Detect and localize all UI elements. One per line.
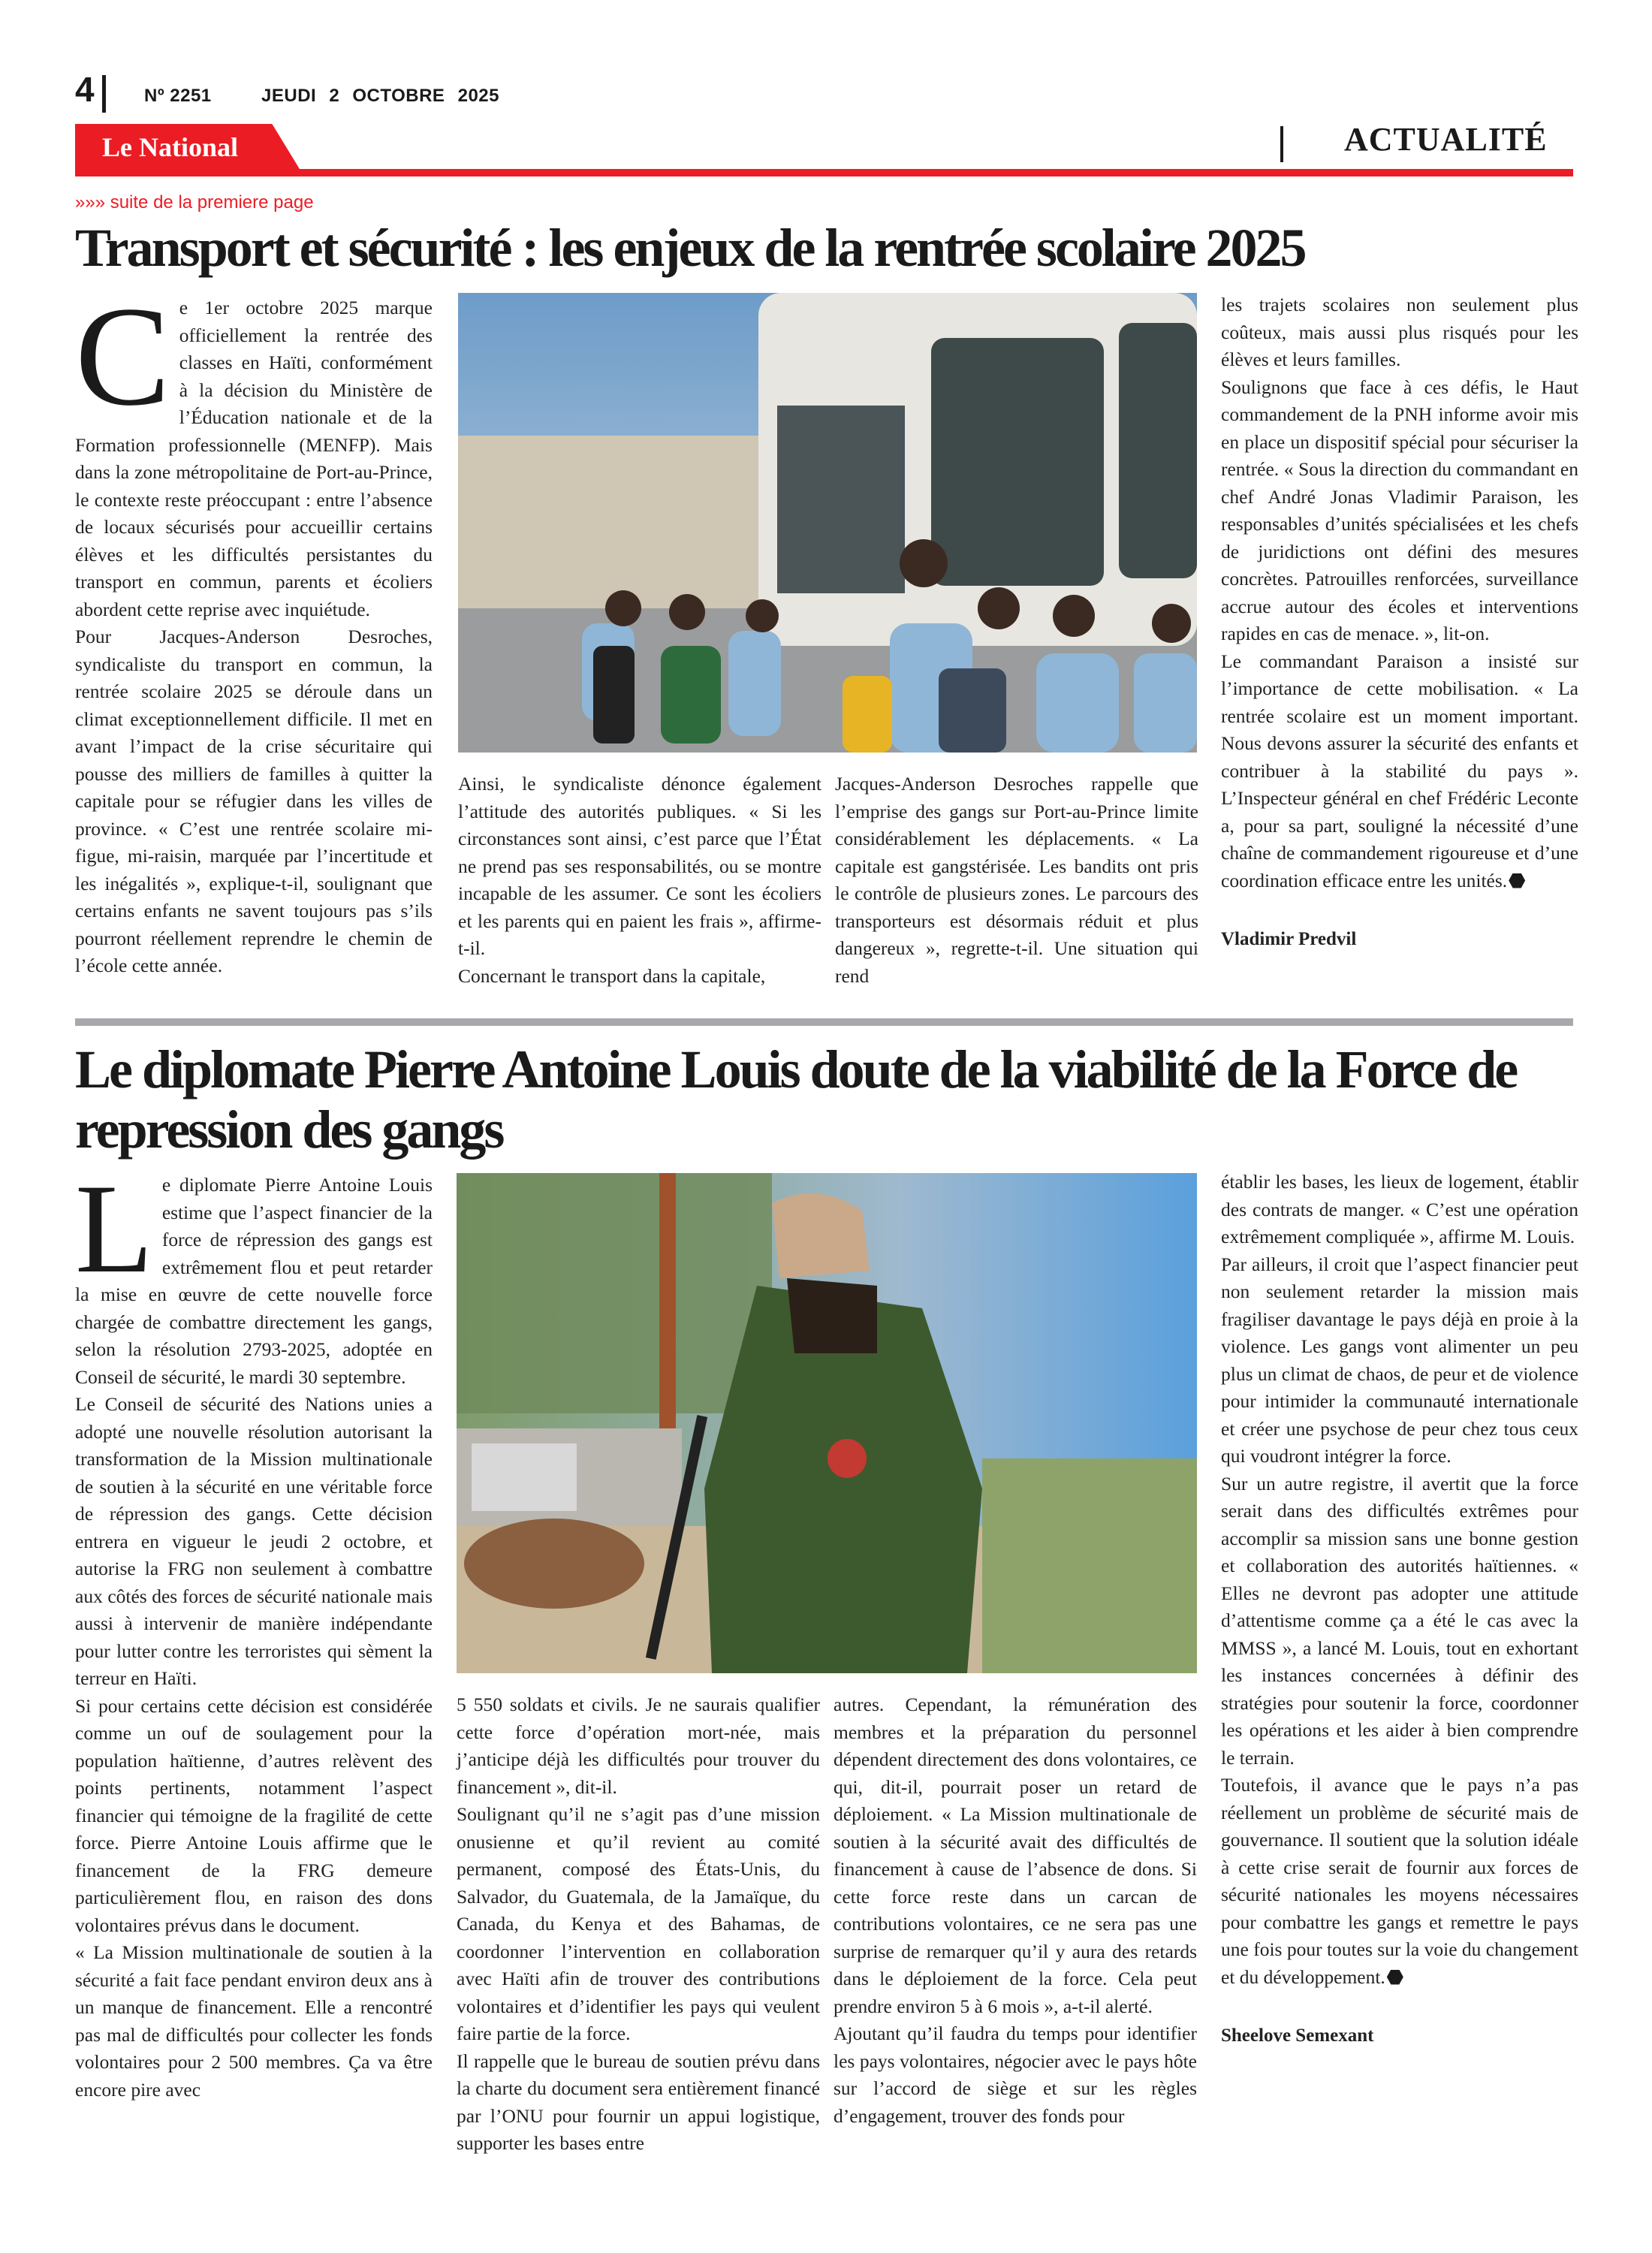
- armed-soldier-photo: [457, 1173, 1197, 1673]
- paragraph: e diplomate Pierre Antoine Louis estime que l’aspect financier de la force de répression des gangs est extrêmement flou et peut retarder la mise en œuvre de cette nouvelle force chargée de combattre directement les gangs, selon la résolution 2793-2025, adoptée en Conseil de sécurité, le mardi 30 septembre.: [75, 1174, 433, 1388]
- paragraph: autres. Cependant, la rémunération des membres et la préparation du personnel dépendent directement des dons volontaires, ce qui, dit-il, pourrait poser un retard de déploiement. « La Mission multinationale de soutien à la sécurité avait des difficultés de financement à cause de l’absence de dons. Si cette force reste dans un carcan de contributions volontaires, ce ne sera pas une surprise de remarquer qu’il y aura des retards dans le déploiement de la force. Cela peut prendre environ 5 à 6 mois », a-t-il alerté.: [834, 1694, 1197, 2017]
- article1-column-3: [835, 771, 1198, 990]
- end-mark-icon: [1387, 1970, 1403, 1985]
- article1-headline: Transport et sécurité : les enjeux de la rentrée scolaire 2025: [75, 218, 1305, 278]
- article1-photo: [458, 293, 1197, 753]
- paragraph: Soulignant qu’il ne s’agit pas d’une mission onusienne et qu’il revient au comité permanent, composé des États-Unis, du Salvador, du Guatemala, de la Jamaïque, du Canada, du Kenya et des Bahamas, de coordonner l’intervention en collaboration avec Haïti afin de trouver des contributions volontaires et d’identifier les pays qui veulent faire partie de la force.: [457, 1803, 820, 2044]
- students-boarding-bus-photo: [458, 293, 1197, 753]
- section-label: ACTUALITÉ: [1344, 121, 1548, 158]
- article1-column-4: [1221, 291, 1578, 954]
- paragraph: Ainsi, le syndicaliste dénonce également l’attitude des autorités publiques. « Si les circonstances sont ainsi, c’est parce que l’État ne prend pas ses responsabilités, ou se montre incapable de les assumer. Ce sont les écoliers et les parents qui en paient les frais », affirme-t-il.: [458, 773, 821, 959]
- article2-column-1: [75, 1158, 433, 2104]
- article2-headline: Le diplomate Pierre Antoine Louis doute de la viabilité de la Force de repression des gangs: [75, 1039, 1517, 1160]
- issue-number: Nº 2251: [144, 86, 212, 106]
- section-divider: [1280, 126, 1283, 162]
- paragraph: Pour Jacques-Anderson Desroches, syndicaliste du transport en commun, la rentrée scolaire 2025 se déroule dans un climat exceptionnellement difficile. Il met en avant l’impact de la crise sécuritaire qui pousse des milliers de familles à quitter la capitale pour se réfugier dans les villes de province. « C’est une rentrée scolaire mi-figue, mi-raisin, marquée par l’incertitude et les inégalités », explique-t-il, soulignant que certains enfants ne savent toujours pas s’ils pourront réellement reprendre le chemin de l’école cette année.: [75, 626, 433, 976]
- newspaper-brand: Le National: [102, 132, 239, 162]
- article1-byline: Vladimir Predvil: [1221, 929, 1357, 949]
- header-rule: [75, 169, 1573, 176]
- issue-date: JEUDI 2 OCTOBRE 2025: [261, 86, 499, 106]
- paragraph: e 1er octobre 2025 marque officiellement la rentrée des classes en Haïti, conformément à la décision du Ministère de l’Éducation nationale et de la Formation professionnelle (MENFP). Mais dans la zone métropolitaine de Port-au-Prince, le contexte reste préoccupant : entre l’absence de locaux sécurisés pour accueillir certains élèves et les difficultés persistantes du transport en commun, parents et écoliers abordent cette reprise avec inquiétude.: [75, 297, 433, 620]
- article2-photo: [457, 1173, 1197, 1673]
- paragraph: Concernant le transport dans la capitale,: [458, 964, 766, 987]
- article2-column-4: [1221, 1169, 1578, 2050]
- paragraph: Ajoutant qu’il faudra du temps pour identifier les pays volontaires, négocier avec le pays hôte sur l’accord de siège et sur les règles d’engagement, trouver des fonds pour: [834, 2022, 1197, 2127]
- article-separator: [75, 1018, 1573, 1026]
- paragraph: Il rappelle que le bureau de soutien prévu dans la charte du document sera entièrement financé par l’ONU pour fournir un appui logistique, supporter les bases entre: [457, 2049, 820, 2154]
- paragraph: Par ailleurs, il croit que l’aspect financier peut non seulement retarder la mission mais fragiliser davantage le pays déjà en proie à la violence. Les gangs vont alimenter un peu plus un climat de chaos, de peur et de violence pour intimider la communauté internationale et créer une psychose de peur chez tous ceux qui voudront intégrer la force.: [1221, 1253, 1578, 1467]
- article2-column-2: [457, 1691, 820, 2158]
- paragraph: Jacques-Anderson Desroches rappelle que l’emprise des gangs sur Port-au-Prince limite considérablement les déplacements. « La capitale est gangstérisée. Les bandits ont pris le contrôle de plusieurs zones. Le parcours des transporteurs est désormais réduit et plus dangereux », regrette-t-il. Une situation qui rend: [835, 773, 1198, 987]
- page-number: 4: [75, 70, 95, 109]
- paragraph: établir les bases, les lieux de logement, établir des contrats de manger. « C’est une opération extrêmement compliquée », affirme M. Louis.: [1221, 1171, 1578, 1247]
- paragraph: Soulignons que face à ces défis, le Haut commandement de la PNH informe avoir mis en place un dispositif spécial pour sécuriser la rentrée. « Sous la direction du commandant en chef André Jonas Vladimir Paraison, les responsables d’unités spécialisées et les chefs de juridictions ont défini des mesures concrètes. Patrouilles renforcées, surveillance accrue autour des écoles et interventions rapides en cas de menace. », lit-on.: [1221, 376, 1578, 644]
- article2-byline: Sheelove Semexant: [1221, 2025, 1374, 2046]
- continuation-kicker: »»» suite de la premiere page: [75, 192, 314, 213]
- article1-column-1: [75, 278, 433, 980]
- paragraph: les trajets scolaires non seulement plus coûteux, mais aussi plus risqués pour les élèves et leurs familles.: [1221, 294, 1578, 370]
- paragraph: Le Conseil de sécurité des Nations unies a adopté une nouvelle résolution autorisant la transformation de la Mission multinationale de soutien à la sécurité en une véritable force de répression des gangs. Cette décision entrera en vigueur le jeudi 2 octobre, et autorise la FRG non seulement à combattre aux côtés des forces de sécurité nationale mais aussi à intervenir de manière indépendante pour lutter contre les terroristes qui sèment la terreur en Haïti.: [75, 1393, 433, 1689]
- paragraph: 5 550 soldats et civils. Je ne saurais qualifier cette force d’opération mort-née, mais j’anticipe déjà les difficultés pour trouver du financement », dit-il.: [457, 1694, 820, 1798]
- article2-column-3: [834, 1691, 1197, 2130]
- dropcap: L: [75, 1158, 153, 1299]
- paragraph: Si pour certains cette décision est considérée comme un ouf de soulagement pour la population haïtienne, d’autres relèvent des points pertinents, notamment l’aspect financier qui témoigne de la fragilité de cette force. Pierre Antoine Louis affirme que le financement de la FRG demeure particulièrement flou, en raison des dons volontaires prévus dans le document.: [75, 1694, 433, 1936]
- paragraph: Le commandant Paraison a insisté sur l’importance de cette mobilisation. « La rentrée scolaire est un moment important. Nous devons assurer la sécurité des enfants et contribuer à la stabilité du pays ». L’Inspecteur général en chef Frédéric Leconte a, pour sa part, souligné la nécessité d’une chaîne de commandement rigoureuse et d’une coordination efficace entre les unités.: [1221, 650, 1578, 891]
- end-mark-icon: [1509, 873, 1525, 888]
- dropcap: C: [75, 278, 170, 436]
- page-number-divider: [102, 75, 106, 113]
- article1-column-2: [458, 771, 821, 990]
- paragraph: « La Mission multinationale de soutien à la sécurité a fait face pendant environ deux ans à un manque de financement. Elle a rencontré pas mal de difficultés pour collecter les fonds volontaires pour 2 500 membres. Ça va être encore pire avec: [75, 1941, 433, 2101]
- paragraph: Toutefois, il avance que le pays n’a pas réellement un problème de sécurité mais de gouvernance. Il soutient que la solution idéale à cette crise serait de fournir aux forces de sécurité nationales les moyens nécessaires pour combattre les gangs et remettre le pays une fois pour toutes sur la voie du changement et du développement.: [1221, 1774, 1578, 1988]
- paragraph: Sur un autre registre, il avertit que la force serait dans des difficultés extrêmes pour accomplir sa mission sans une bonne gestion et collaboration des autorités haïtiennes. « Elles ne devront pas adopter une attitude d’attentisme comme ça a été le cas avec la MMSS », a lancé M. Louis, tout en exhortant les instances concernées à définir des stratégies pour soutenir la force, coordonner les opérations et les aider à bien comprendre le terrain.: [1221, 1472, 1578, 1769]
